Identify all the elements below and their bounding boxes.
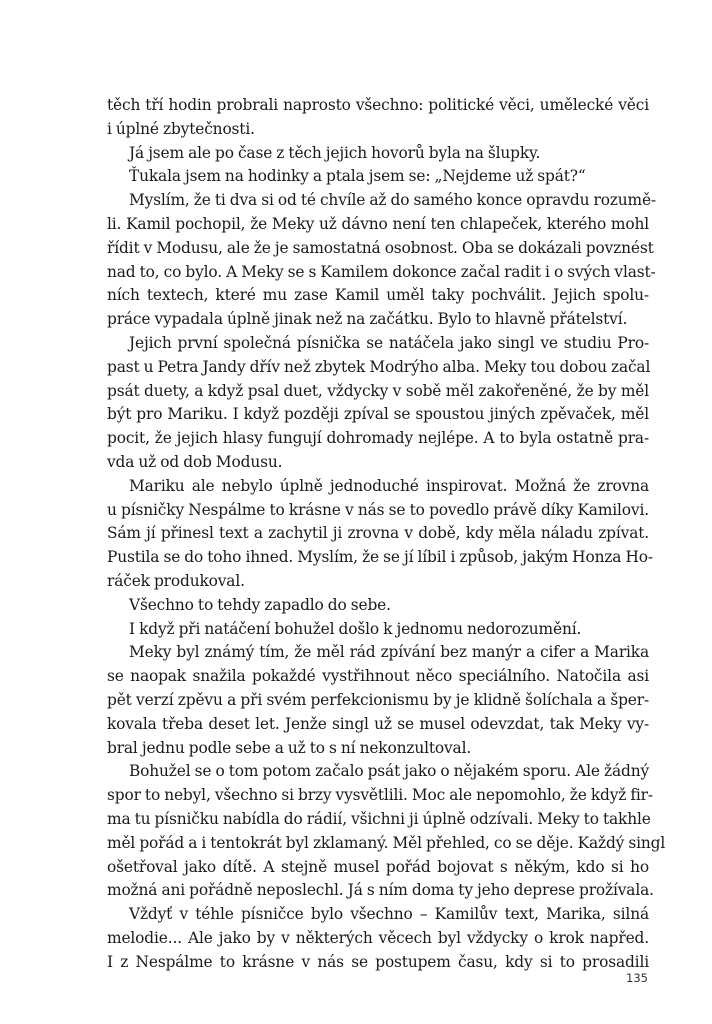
text-line: měl pořád a i tentokrát byl zklamaný. Měl přehled, co se děje. Každý singl: [107, 833, 666, 852]
text-line: nad to, co bylo. A Meky se s Kamilem dokonce začal radit i o svých vlast-: [107, 262, 656, 281]
text-line: ošetřoval jako dítě. A stejně musel pořád bojovat s někým, kdo si ho: [107, 857, 649, 876]
text-line: řídit v Modusu, ale že je samostatná osobnost. Oba se dokázali povznést: [107, 238, 654, 257]
text-line: Meky byl známý tím, že měl rád zpívání bez manýr a cifer a Marika: [129, 643, 649, 662]
text-line: možná ani pořádně neposlechl. Já s ním doma ty jeho deprese prožívala.: [107, 881, 654, 900]
text-line: li. Kamil pochopil, že Meky už dávno není ten chlapeček, kterého mohl: [107, 214, 649, 233]
text-line: ma tu písničku nabídla do rádií, všichni ji úplně odzívali. Meky to takhle: [107, 809, 651, 828]
text-line: Pustila se do toho ihned. Myslím, že se jí líbil i způsob, jakým Honza Ho-: [107, 548, 653, 567]
text-line: psát duety, a když psal duet, vždycky v sobě měl zakořeněné, že by měl: [107, 381, 649, 400]
page-number: 135: [626, 971, 648, 985]
text-line: Vždyť v téhle písničce bylo všechno – Kamilův text, Marika, silná: [129, 905, 649, 924]
text-line: bral jednu podle sebe a už to s ní nekonzultoval.: [107, 738, 472, 757]
text-line: práce vypadala úplně jinak než na začátku. Bylo to hlavně přátelství.: [107, 310, 628, 329]
text-line: těch tří hodin probrali naprosto všechno: politické věci, umělecké věci: [107, 96, 649, 114]
text-line: u písničky Nespálme to krásne v nás se to povedlo právě díky Kamilovi.: [107, 500, 649, 519]
text-line: Sám jí přinesl text a zachytil ji zrovna v době, kdy měla náladu zpívat.: [107, 524, 649, 543]
text-line: vda už od dob Modusu.: [107, 452, 283, 471]
text-line: Ťukala jsem na hodinky a ptala jsem se: „Nejdeme už spát?“: [129, 167, 586, 186]
text-line: ních textech, které mu zase Kamil uměl taky pochválit. Jejich spolu-: [107, 286, 649, 305]
text-line: Já jsem ale po čase z těch jejich hovorů byla na šlupky.: [129, 143, 541, 162]
text-line: I z Nespálme to krásne v nás se postupem času, kdy si to prosadili: [107, 952, 649, 971]
text-line: ráček produkoval.: [107, 571, 245, 590]
text-line: melodie... Ale jako by v některých věcech byl vždycky o krok napřed.: [107, 928, 649, 947]
text-line: pět verzí zpěvu a při svém perfekcionismu by je klidně šolíchala a šper-: [107, 690, 649, 709]
text-line: Myslím, že ti dva si od té chvíle až do samého konce opravdu rozumě-: [129, 191, 656, 210]
text-line: spor to nebyl, všechno si brzy vysvětlili. Moc ale nepomohlo, že když fir-: [107, 786, 653, 805]
text-line: past u Petra Jandy dřív než zbytek Modrýho alba. Meky tou dobou začal: [107, 357, 651, 376]
text-line: kovala třeba deset let. Jenže singl už se musel odevzdat, tak Meky vy-: [107, 714, 649, 733]
text-line: být pro Mariku. I když později zpíval se spoustou jiných zpěvaček, měl: [107, 405, 649, 424]
text-line: i úplné zbytečnosti.: [107, 119, 255, 138]
text-line: Všechno to tehdy zapadlo do sebe.: [129, 595, 391, 614]
text-line: pocit, že jejich hlasy fungují dohromady nejlépe. A to byla ostatně pra-: [107, 429, 649, 448]
text-line: se naopak snažila pokaždé vystřihnout něco speciálního. Natočila asi: [107, 667, 649, 686]
text-line: Mariku ale nebylo úplně jednoduché inspirovat. Možná že zrovna: [129, 476, 649, 495]
text-line: Bohužel se o tom potom začalo psát jako o nějakém sporu. Ale žádný: [129, 762, 649, 781]
text-line: I když při natáčení bohužel došlo k jednomu nedorozumění.: [129, 619, 582, 638]
text-line: Jejich první společná písnička se natáčela jako singl ve studiu Pro-: [129, 333, 649, 352]
body-text: [107, 94, 666, 974]
